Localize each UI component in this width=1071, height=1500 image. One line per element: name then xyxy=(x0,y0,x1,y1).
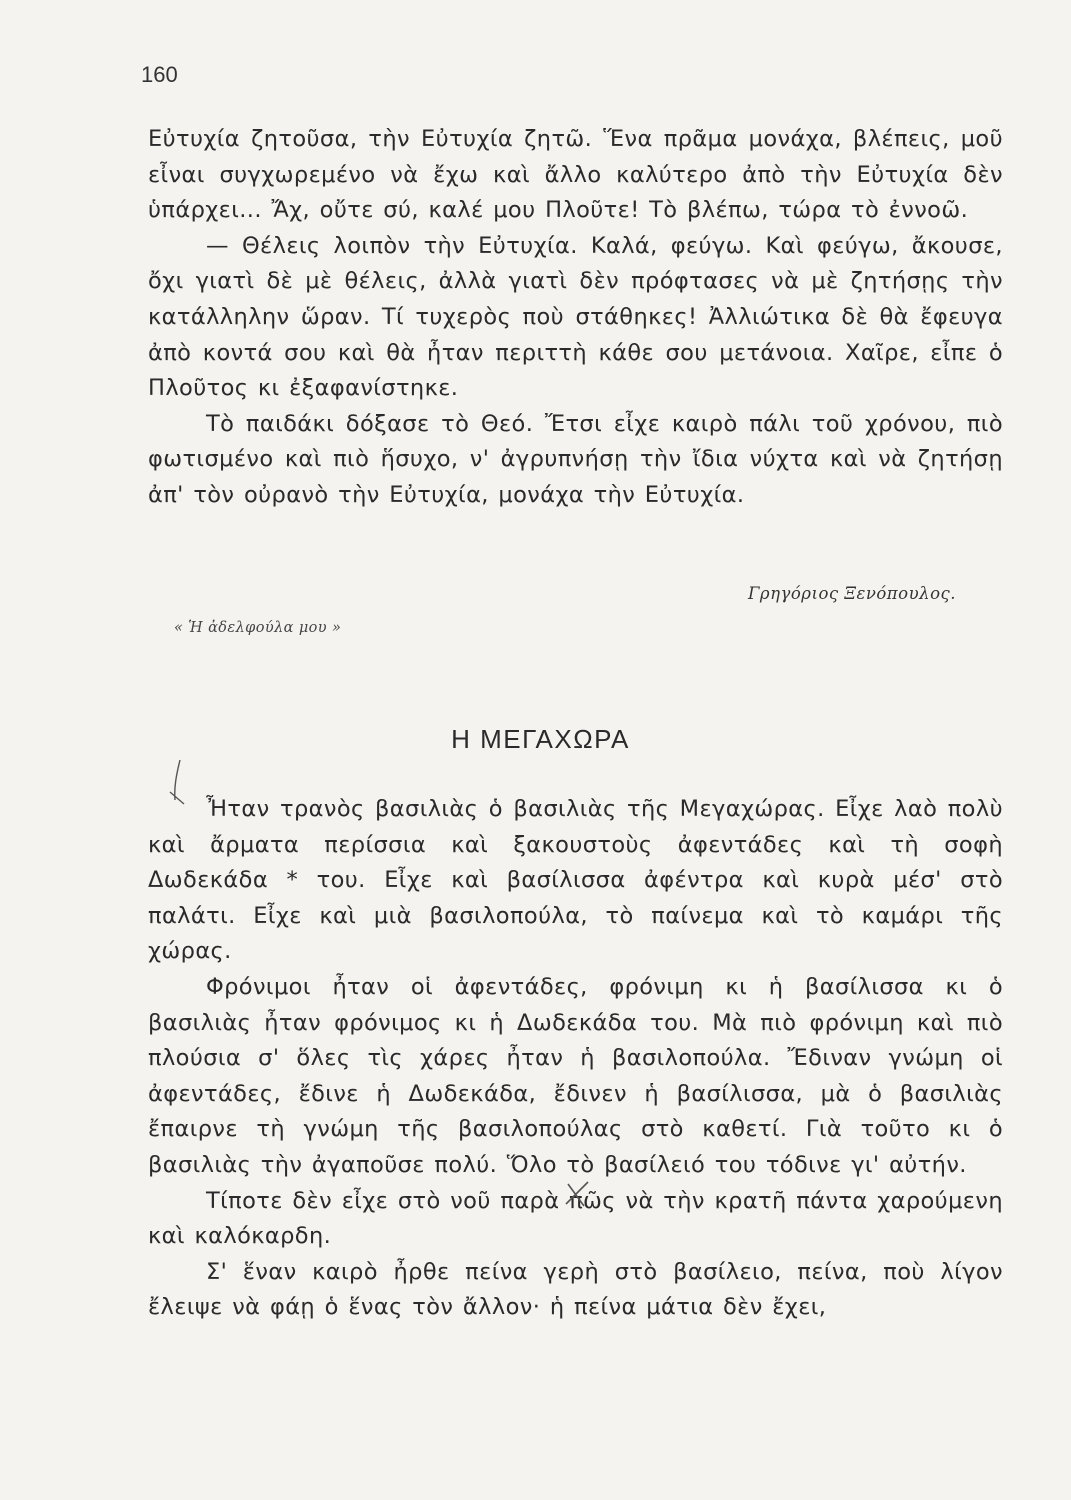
paragraph: Φρόνιμοι ἦταν οἱ ἀφεντάδες, φρόνιμη κι ἡ βασίλισσα κι ὁ βασιλιὰς ἦταν φρόνιμος κι ἡ Δωδεκάδα του. Μὰ πιὸ φρόνιμη καὶ πιὸ πλούσια σ' ὅλες τὶς χάρες ἦταν ἡ βασιλοπούλα. Ἔδιναν γνώμη οἱ ἀφεντάδες, ἔδινε ἡ Δωδεκάδα, ἔδινεν ἡ βασίλισσα, μὰ ὁ βασιλιὰς ἔπαιρνε τὴ γνώμη τῆς βασιλοπούλας στὸ καθετί. Γιὰ τοῦτο κι ὁ βασιλιὰς τὴν ἀγαποῦσε πολύ. Ὅλο τὸ βασίλειό του τόδινε γι' αὐτήν. xyxy=(148,973,1003,1178)
paragraph: Τίποτε δὲν εἶχε στὸ νοῦ παρὰ πῶς νὰ τὴν κρατῆ πάντα χαρούμενη καὶ καλόκαρδη. xyxy=(148,1187,1003,1250)
author-signature: Γρηγόριος Ξενόπουλος. xyxy=(747,584,956,603)
pencil-bracket-mark xyxy=(160,756,200,816)
story-ending-text xyxy=(148,122,1003,514)
paragraph: Ἦταν τρανὸς βασιλιὰς ὁ βασιλιὰς τῆς Μεγαχώρας. Εἶχε λαὸ πολὺ καὶ ἄρματα περίσσια καὶ ξακουστοὺς ἀφεντάδες καὶ τὴ σοφὴ Δωδεκάδα * του. Εἶχε καὶ βασίλισσα ἀφέντρα καὶ κυρὰ μέσ' στὸ παλάτι. Εἶχε καὶ μιὰ βασιλοπούλα, τὸ παίνεμα καὶ τὸ καμάρι τῆς χώρας. xyxy=(148,796,1003,965)
pencil-cross-mark xyxy=(560,1176,596,1212)
paragraph: Τὸ παιδάκι δόξασε τὸ Θεό. Ἔτσι εἶχε καιρὸ πάλι τοῦ χρόνου, πιὸ φωτισμένο καὶ πιὸ ἥσυχο, ν' ἀγρυπνήσῃ τὴν ἴδια νύχτα καὶ νὰ ζητήσῃ ἀπ' τὸν οὐρανὸ τὴν Εὐτυχία, μονάχα τὴν Εὐτυχία. xyxy=(148,410,1003,508)
page-number: 160 xyxy=(141,62,178,87)
paragraph: Σ' ἕναν καιρὸ ἦρθε πείνα γερὴ στὸ βασίλειο, πείνα, ποὺ λίγον ἔλειψε νὰ φάῃ ὁ ἕνας τὸν ἄλλον· ἡ πείνα μάτια δὲν ἔχει, xyxy=(148,1258,1003,1321)
paragraph: — Θέλεις λοιπὸν τὴν Εὐτυχία. Καλά, φεύγω. Καὶ φεύγω, ἄκουσε, ὄχι γιατὶ δὲ μὲ θέλεις, ἀλλὰ γιατὶ δὲν πρόφτασες νὰ μὲ ζητήσῃς τὴν κατάλληλην ὥραν. Τί τυχερὸς ποὺ στάθηκες! Ἀλλιώτικα δὲ θὰ ἔφευγα ἀπὸ κοντά σου καὶ θὰ ἦταν περιττὴ κάθε σου μετάνοια. Χαῖρε, εἶπε ὁ Πλοῦτος κι ἐξαφανίστηκε. xyxy=(148,232,1003,402)
source-citation: « Ἡ ἀδελφούλα μου » xyxy=(174,620,342,636)
paragraph: Εὐτυχία ζητοῦσα, τὴν Εὐτυχία ζητῶ. Ἕνα πρᾶμα μονάχα, βλέπεις, μοῦ εἶναι συγχωρεμένο νὰ ἔχω καὶ ἄλλο καλύτερο ἀπὸ τὴν Εὐτυχία δὲν ὑπάρχει... Ἄχ, οὔτε σύ, καλέ μου Πλοῦτε! Τὸ βλέπω, τώρα τὸ ἐννοῶ. xyxy=(148,126,1003,224)
chapter-title: Η ΜΕΓΑΧΩΡΑ xyxy=(451,724,630,754)
chapter-body-text xyxy=(148,792,1003,1326)
